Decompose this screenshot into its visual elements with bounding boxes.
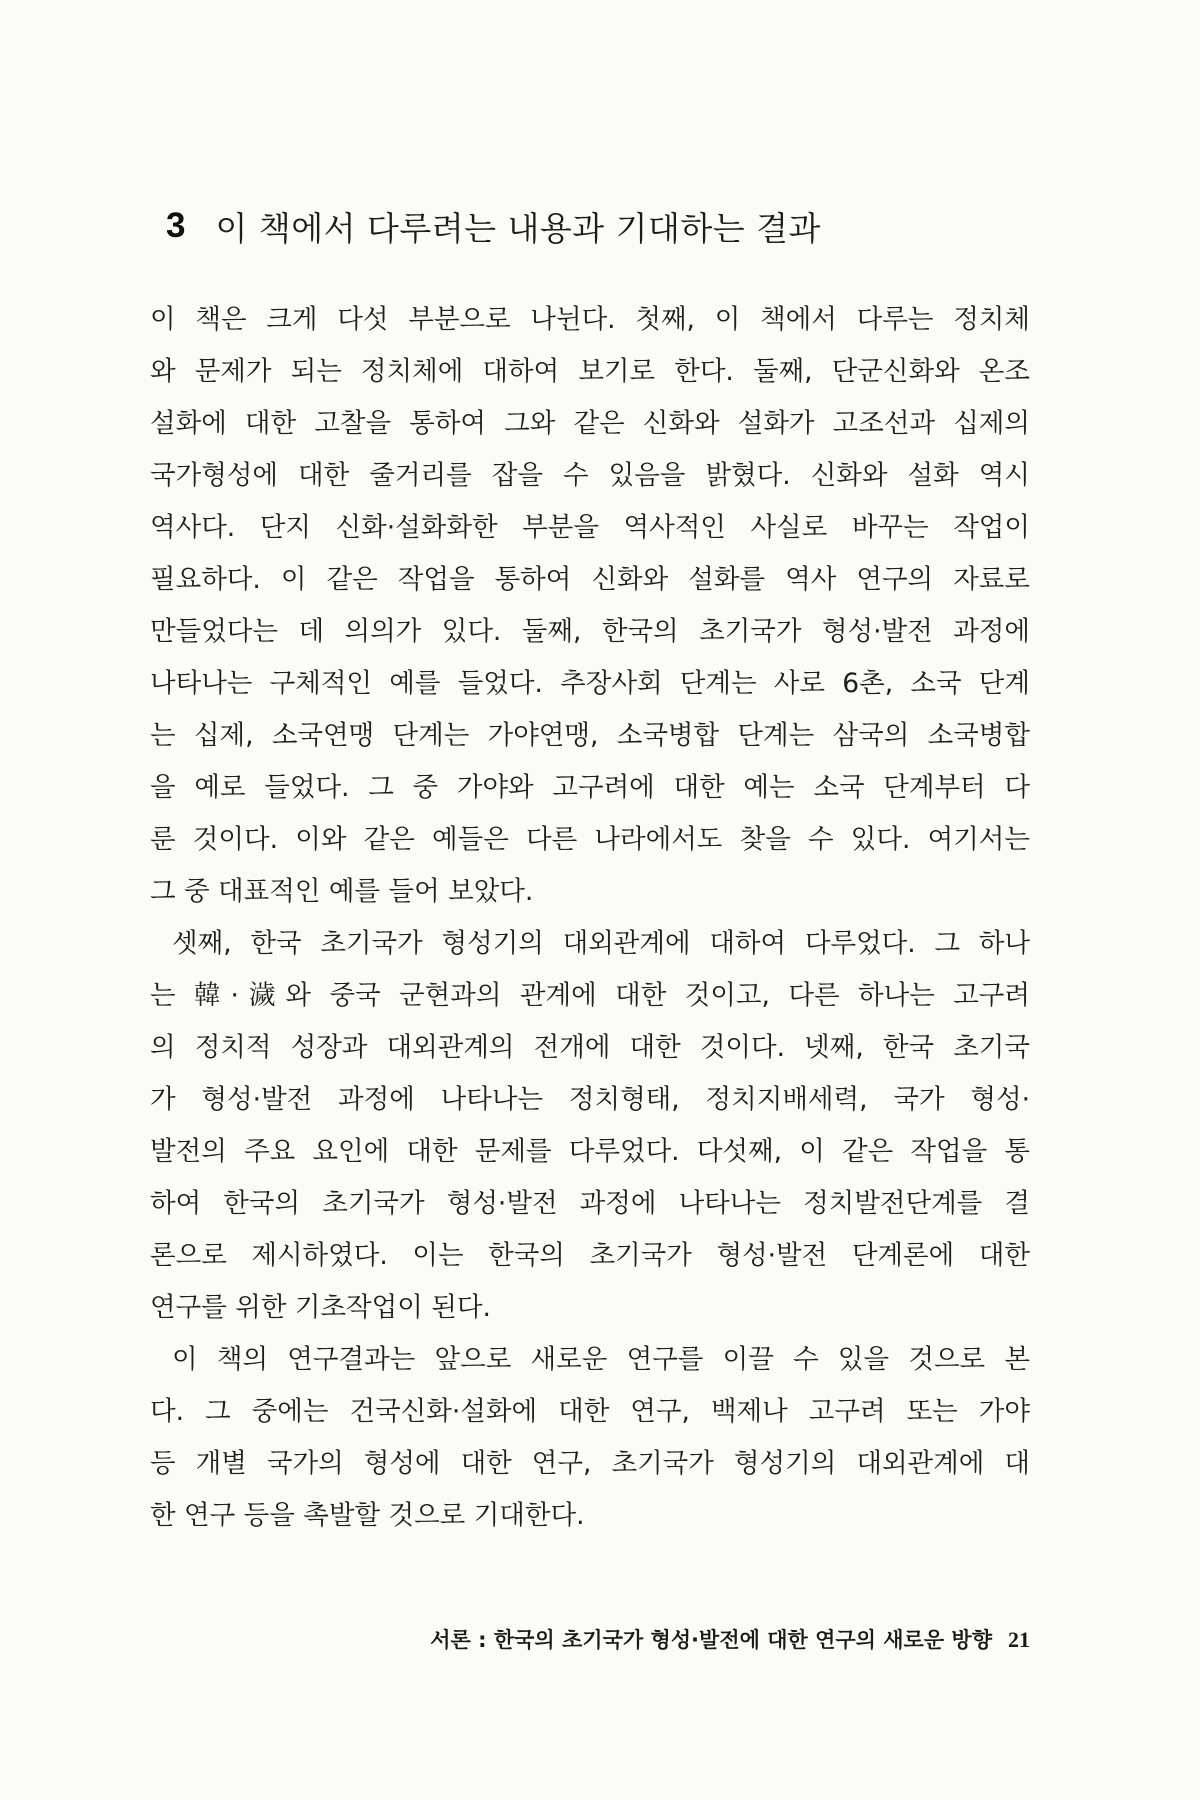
text-line: 국가형성에 대한 줄거리를 잡을 수 있음을 밝혔다. 신화와 설화 역시: [150, 460, 1030, 491]
text-line: 등 개별 국가의 형성에 대한 연구, 초기국가 형성기의 대외관계에 대: [150, 1448, 1030, 1479]
text-line: 연구를 위한 기초작업이 된다.: [150, 1292, 491, 1323]
text-line: 발전의 주요 요인에 대한 문제를 다루었다. 다섯째, 이 같은 작업을 통: [150, 1136, 1030, 1167]
text-line: 다. 그 중에는 건국신화·설화에 대한 연구, 백제나 고구려 또는 가야: [150, 1396, 1030, 1427]
text-line: 필요하다. 이 같은 작업을 통하여 신화와 설화를 역사 연구의 자료로: [150, 564, 1030, 595]
text-line: 설화에 대한 고찰을 통하여 그와 같은 신화와 설화가 고조선과 십제의: [150, 408, 1030, 439]
text-line: 을 예로 들었다. 그 중 가야와 고구려에 대한 예는 소국 단계부터 다: [150, 772, 1030, 803]
section-title: 이 책에서 다루려는 내용과 기대하는 결과: [215, 208, 821, 248]
text-line: 룬 것이다. 이와 같은 예들은 다른 나라에서도 찾을 수 있다. 여기서는: [150, 824, 1030, 855]
section-heading: [166, 198, 1046, 254]
text-line: 이 책은 크게 다섯 부분으로 나뉜다. 첫째, 이 책에서 다루는 정치체: [150, 304, 1030, 335]
running-title: 서론 : 한국의 초기국가 형성·발전에 대한 연구의 새로운 방향: [430, 1628, 992, 1652]
text-line: 이 책의 연구결과는 앞으로 새로운 연구를 이끌 수 있을 것으로 본: [172, 1344, 1030, 1375]
text-line: 는 韓·濊와 중국 군현과의 관계에 대한 것이고, 다른 하나는 고구려: [150, 980, 1030, 1011]
text-line: 는 십제, 소국연맹 단계는 가야연맹, 소국병합 단계는 삼국의 소국병합: [150, 720, 1030, 751]
page-number: 21: [1008, 1627, 1030, 1652]
text-line: 가 형성·발전 과정에 나타나는 정치형태, 정치지배세력, 국가 형성·: [150, 1084, 1030, 1115]
text-line: 만들었다는 데 의의가 있다. 둘째, 한국의 초기국가 형성·발전 과정에: [150, 616, 1030, 647]
text-line: 론으로 제시하였다. 이는 한국의 초기국가 형성·발전 단계론에 대한: [150, 1240, 1030, 1271]
text-line: 셋째, 한국 초기국가 형성기의 대외관계에 대하여 다루었다. 그 하나: [172, 928, 1030, 959]
body-text: [150, 294, 1030, 1542]
running-footer: [150, 1622, 1030, 1658]
section-number: 3: [166, 206, 186, 245]
text-line: 하여 한국의 초기국가 형성·발전 과정에 나타나는 정치발전단계를 결: [150, 1188, 1030, 1219]
text-line: 그 중 대표적인 예를 들어 보았다.: [150, 876, 534, 907]
text-line: 나타나는 구체적인 예를 들었다. 추장사회 단계는 사로 6촌, 소국 단계: [150, 668, 1030, 699]
text-line: 역사다. 단지 신화·설화화한 부분을 역사적인 사실로 바꾸는 작업이: [150, 512, 1030, 543]
text-line: 한 연구 등을 촉발할 것으로 기대한다.: [150, 1500, 585, 1531]
text-line: 와 문제가 되는 정치체에 대하여 보기로 한다. 둘째, 단군신화와 온조: [150, 356, 1030, 387]
text-line: 의 정치적 성장과 대외관계의 전개에 대한 것이다. 넷째, 한국 초기국: [150, 1032, 1030, 1063]
